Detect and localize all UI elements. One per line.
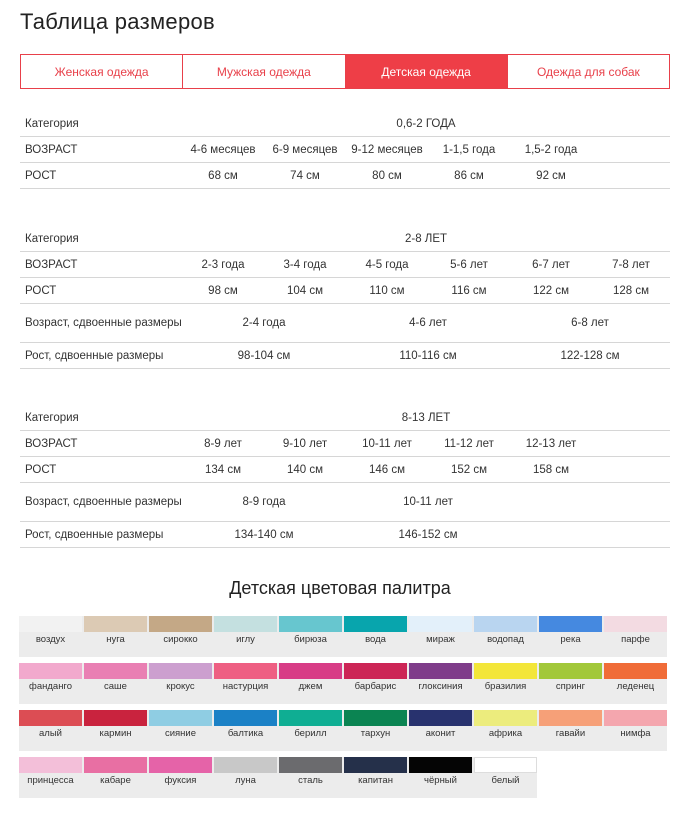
color-name: африка	[488, 728, 523, 739]
dual-height-cell: 98-104 см	[182, 343, 346, 369]
dual-age-cell: 6-8 лет	[510, 304, 670, 343]
category-value: 8-13 ЛЕТ	[182, 405, 670, 431]
age-label: ВОЗРАСТ	[20, 137, 182, 163]
color-chip	[474, 616, 537, 632]
category-label: Категория	[20, 226, 182, 252]
palette-title: Детская цветовая палитра	[229, 578, 451, 598]
age-cell: 5-6 лет	[428, 252, 510, 278]
color-chip	[344, 757, 407, 773]
color-swatch	[84, 710, 147, 739]
color-chip	[149, 757, 212, 773]
color-chip	[214, 757, 277, 773]
dual-height-cell: 110-116 см	[346, 343, 510, 369]
color-swatch	[539, 663, 602, 692]
color-name: фуксия	[164, 775, 197, 786]
color-swatch	[214, 663, 277, 692]
dual-height-label: Рост, сдвоенные размеры	[20, 522, 182, 548]
color-name: луна	[235, 775, 256, 786]
color-chip	[409, 757, 472, 773]
color-chip	[539, 710, 602, 726]
color-name: принцесса	[27, 775, 74, 786]
color-name: мираж	[426, 634, 455, 645]
palette-row	[19, 710, 669, 757]
color-chip	[84, 757, 147, 773]
color-chip	[539, 663, 602, 679]
tab-mens-clothing[interactable]: Мужская одежда	[183, 55, 345, 88]
color-swatch	[539, 710, 602, 739]
color-swatch	[149, 663, 212, 692]
color-chip	[214, 663, 277, 679]
height-cell: 110 см	[346, 278, 428, 304]
color-chip	[279, 663, 342, 679]
color-swatch	[539, 616, 602, 645]
color-swatch	[409, 710, 472, 739]
size-table-2-8-years	[20, 226, 670, 369]
height-cell: 80 см	[346, 163, 428, 189]
age-cell: 10-11 лет	[346, 431, 428, 457]
color-swatch	[474, 616, 537, 645]
dual-height-row	[20, 343, 670, 369]
category-label: Категория	[20, 111, 182, 137]
empty-cell	[592, 137, 670, 163]
empty-cell	[510, 522, 670, 548]
color-chip	[279, 616, 342, 632]
age-cell: 9-10 лет	[264, 431, 346, 457]
color-chip	[279, 757, 342, 773]
color-name: леденец	[616, 681, 655, 692]
color-name: крокус	[166, 681, 195, 692]
color-chip	[149, 616, 212, 632]
age-label: ВОЗРАСТ	[20, 252, 182, 278]
color-chip	[604, 710, 667, 726]
age-cell: 4-6 месяцев	[182, 137, 264, 163]
color-name: белый	[491, 775, 520, 786]
color-swatch	[474, 710, 537, 739]
color-chip	[344, 616, 407, 632]
age-row	[20, 137, 670, 163]
color-name: кабаре	[100, 775, 131, 786]
color-swatch	[474, 757, 537, 786]
empty-cell	[592, 163, 670, 189]
empty-cell	[592, 457, 670, 483]
age-cell: 6-7 лет	[510, 252, 592, 278]
color-chip	[474, 663, 537, 679]
palette-row	[19, 616, 669, 663]
age-cell: 1-1,5 года	[428, 137, 510, 163]
color-swatch	[279, 663, 342, 692]
color-name: сияние	[164, 728, 197, 739]
tab-kids-clothing[interactable]: Детская одежда	[346, 55, 508, 88]
color-swatch	[214, 616, 277, 645]
age-cell: 9-12 месяцев	[346, 137, 428, 163]
color-swatch	[474, 663, 537, 692]
color-chip	[539, 616, 602, 632]
age-cell: 3-4 года	[264, 252, 346, 278]
color-swatch	[19, 757, 82, 786]
age-cell: 4-5 года	[346, 252, 428, 278]
color-chip	[214, 710, 277, 726]
height-row	[20, 278, 670, 304]
height-cell: 92 см	[510, 163, 592, 189]
height-cell: 86 см	[428, 163, 510, 189]
height-cell: 104 см	[264, 278, 346, 304]
height-cell: 140 см	[264, 457, 346, 483]
dual-height-label: Рост, сдвоенные размеры	[20, 343, 182, 369]
age-cell: 8-9 лет	[182, 431, 264, 457]
category-row	[20, 111, 670, 137]
age-row	[20, 252, 670, 278]
color-swatch	[279, 710, 342, 739]
height-cell: 158 см	[510, 457, 592, 483]
palette-row	[19, 757, 669, 804]
dual-age-cell: 4-6 лет	[346, 304, 510, 343]
height-label: РОСТ	[20, 163, 182, 189]
age-cell: 7-8 лет	[592, 252, 670, 278]
color-chip	[149, 710, 212, 726]
color-chip	[279, 710, 342, 726]
color-swatch	[344, 616, 407, 645]
color-chip	[84, 616, 147, 632]
color-name: бразилия	[484, 681, 527, 692]
age-cell: 1,5-2 года	[510, 137, 592, 163]
color-swatch	[279, 616, 342, 645]
color-name: чёрный	[424, 775, 457, 786]
dual-height-cell: 122-128 см	[510, 343, 670, 369]
color-chip	[604, 663, 667, 679]
color-name: иглу	[236, 634, 255, 645]
empty-cell	[592, 431, 670, 457]
height-label: РОСТ	[20, 457, 182, 483]
color-swatch	[84, 616, 147, 645]
height-cell: 122 см	[510, 278, 592, 304]
page-title: Таблица размеров	[20, 9, 216, 34]
color-chip	[474, 710, 537, 726]
age-cell: 12-13 лет	[510, 431, 592, 457]
color-swatch	[409, 757, 472, 786]
size-table-8-13-years	[20, 405, 670, 548]
color-chip	[344, 710, 407, 726]
color-name: капитан	[358, 775, 393, 786]
color-chip	[474, 757, 537, 773]
color-chip	[214, 616, 277, 632]
height-label: РОСТ	[20, 278, 182, 304]
color-name: кармин	[99, 728, 132, 739]
age-row	[20, 431, 670, 457]
height-cell: 128 см	[592, 278, 670, 304]
color-swatch	[604, 710, 667, 739]
height-cell: 152 см	[428, 457, 510, 483]
category-row	[20, 226, 670, 252]
dual-age-label: Возраст, сдвоенные размеры	[20, 304, 182, 343]
color-name: парфе	[621, 634, 650, 645]
category-value: 0,6-2 ГОДА	[182, 111, 670, 137]
category-row	[20, 405, 670, 431]
height-cell: 146 см	[346, 457, 428, 483]
color-name: берилл	[294, 728, 327, 739]
color-name: фанданго	[29, 681, 72, 692]
color-chip	[84, 710, 147, 726]
color-swatch	[214, 757, 277, 786]
color-swatch	[409, 616, 472, 645]
size-table-0-6-2-years	[20, 111, 670, 189]
empty-cell	[510, 483, 670, 522]
color-name: сирокко	[163, 634, 198, 645]
color-name: нимфа	[620, 728, 651, 739]
color-chip	[409, 663, 472, 679]
color-swatch	[604, 616, 667, 645]
dual-height-cell: 134-140 см	[182, 522, 346, 548]
color-swatch	[344, 710, 407, 739]
dual-age-label: Возраст, сдвоенные размеры	[20, 483, 182, 522]
color-name: сталь	[298, 775, 323, 786]
color-name: гавайи	[555, 728, 586, 739]
color-name: река	[560, 634, 581, 645]
height-row	[20, 163, 670, 189]
color-chip	[19, 663, 82, 679]
color-name: тархун	[360, 728, 391, 739]
color-swatch	[149, 757, 212, 786]
dual-height-cell: 146-152 см	[346, 522, 510, 548]
color-name: спринг	[555, 681, 586, 692]
color-swatch	[409, 663, 472, 692]
color-name: джем	[298, 681, 323, 692]
color-name: алый	[39, 728, 62, 739]
color-name: глоксиния	[418, 681, 463, 692]
height-cell: 74 см	[264, 163, 346, 189]
color-name: вода	[365, 634, 386, 645]
color-chip	[149, 663, 212, 679]
height-cell: 116 см	[428, 278, 510, 304]
color-name: аконит	[425, 728, 456, 739]
tab-dog-clothing[interactable]: Одежда для собак	[536, 64, 640, 79]
color-name: настурция	[222, 681, 269, 692]
color-chip	[344, 663, 407, 679]
color-chip	[19, 710, 82, 726]
color-palette	[19, 616, 669, 804]
dual-age-cell: 2-4 года	[182, 304, 346, 343]
color-chip	[409, 616, 472, 632]
color-chip	[604, 616, 667, 632]
age-cell: 11-12 лет	[428, 431, 510, 457]
color-name: барбарис	[354, 681, 397, 692]
color-swatch	[19, 663, 82, 692]
color-chip	[84, 663, 147, 679]
category-label: Категория	[20, 405, 182, 431]
palette-row	[19, 663, 669, 710]
color-swatch	[149, 616, 212, 645]
dual-age-row	[20, 483, 670, 522]
color-name: нуга	[106, 634, 125, 645]
color-name: воздух	[35, 634, 66, 645]
dual-age-cell: 10-11 лет	[346, 483, 510, 522]
color-chip	[19, 616, 82, 632]
age-cell: 2-3 года	[182, 252, 264, 278]
height-cell: 98 см	[182, 278, 264, 304]
color-name: саше	[104, 681, 127, 692]
color-swatch	[214, 710, 277, 739]
color-swatch	[604, 663, 667, 692]
color-chip	[19, 757, 82, 773]
color-chip	[409, 710, 472, 726]
color-swatch	[19, 710, 82, 739]
color-swatch	[344, 663, 407, 692]
category-value: 2-8 ЛЕТ	[182, 226, 670, 252]
dual-age-row	[20, 304, 670, 343]
color-swatch	[84, 757, 147, 786]
height-cell: 68 см	[182, 163, 264, 189]
color-swatch	[279, 757, 342, 786]
color-swatch	[344, 757, 407, 786]
category-tabs	[20, 54, 670, 89]
age-label: ВОЗРАСТ	[20, 431, 182, 457]
tab-womens-clothing[interactable]: Женская одежда	[21, 55, 183, 88]
color-name: водопад	[487, 634, 524, 645]
dual-height-row	[20, 522, 670, 548]
height-cell: 134 см	[182, 457, 264, 483]
dual-age-cell: 8-9 года	[182, 483, 346, 522]
age-cell: 6-9 месяцев	[264, 137, 346, 163]
color-name: бирюза	[294, 634, 327, 645]
height-row	[20, 457, 670, 483]
color-swatch	[84, 663, 147, 692]
color-swatch	[149, 710, 212, 739]
color-swatch	[19, 616, 82, 645]
color-name: балтика	[227, 728, 264, 739]
